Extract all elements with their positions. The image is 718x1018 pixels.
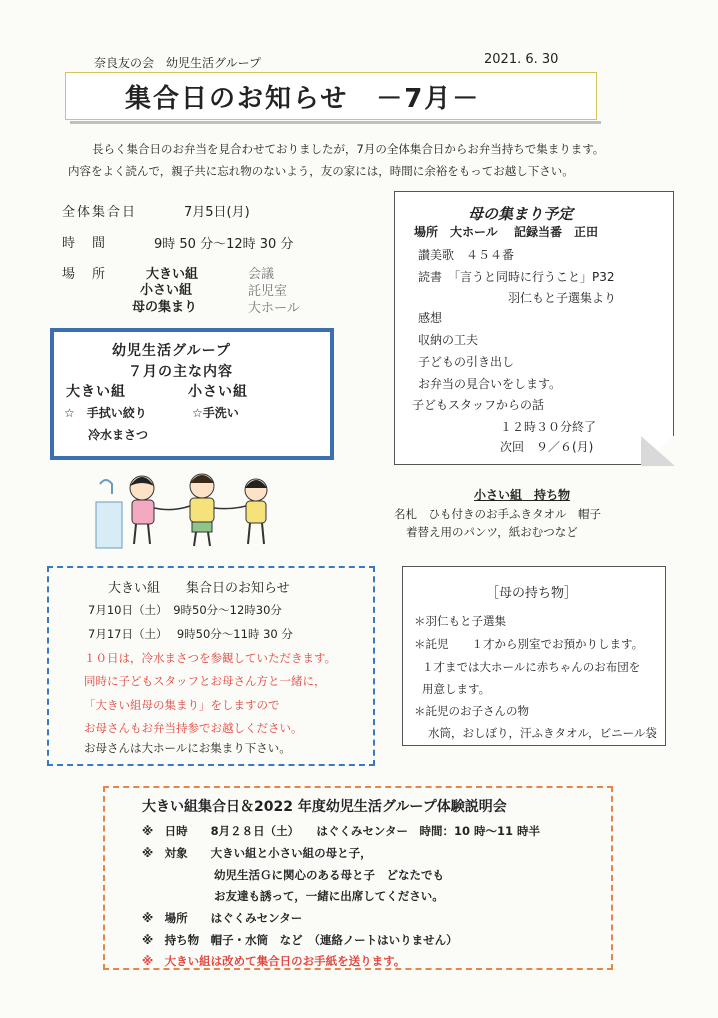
mm-line-5: 感想	[418, 311, 443, 325]
place-room-small: 託児室	[248, 284, 288, 299]
intro-line-1: 長らく集合日のお弁当を見合わせておりましたが，7月の全体集合日からお弁当持ちで集まります。	[92, 142, 605, 156]
mm-line-8: お弁当の見合いをします。	[418, 377, 562, 391]
big-notice-red-3: 「大きい組母の集まり」をしますので	[84, 698, 280, 712]
event-line-2: ※ 対象 大きい組と小さい組の母と子，	[142, 846, 372, 860]
mi-line-3: １才までは大ホールに赤ちゃんのお布団を	[422, 660, 641, 674]
mi-line-4: 用意します。	[422, 682, 491, 696]
mm-line-7: 子どもの引き出し	[418, 355, 515, 369]
intro-line-2: 内容をよく読んで，親子共に忘れ物のないよう，友の家には，時間に余裕をもってお越し下さい。	[68, 164, 574, 178]
child-group-subtitle: ７月の主な内容	[128, 364, 233, 380]
big-notice-heading: 大きい組 集合日のお知らせ	[108, 581, 290, 596]
mm-line-9: 子どもスタッフからの話	[412, 398, 545, 412]
issue-date: 2021. 6. 30	[484, 52, 559, 67]
mm-line-11: 次回 ９／６(月)	[500, 440, 594, 454]
mi-line-5: ＊託児のお子さんの物	[414, 704, 529, 718]
mi-line-1: ＊羽仁もと子選集	[414, 614, 506, 628]
time-value: 9時 50 分～12時 30 分	[154, 237, 294, 252]
big-notice-line-2: 7月17日（土） 9時50分～11時 30 分	[88, 627, 293, 641]
event-line-5: ※ 場所 はぐくみセンター	[142, 911, 303, 925]
child-col-small: 小さい組	[188, 384, 248, 400]
org-name: 奈良友の会 幼児生活グループ	[94, 56, 262, 70]
mm-line-1: 場所 大ホール 記録当番 正田	[414, 225, 598, 239]
event-heading: 大きい組集合日＆2022 年度幼児生活グループ体験説明会	[142, 799, 507, 815]
big-notice-line-3: お母さんは大ホールにお集まり下さい。	[84, 741, 291, 755]
place-room-mother: 大ホール	[248, 301, 300, 316]
place-label: 場 所	[62, 267, 108, 282]
mother-meeting-heading: 母の集まり予定	[468, 205, 574, 223]
big-item-1: ☆ 手拭い絞り	[64, 406, 147, 420]
big-notice-line-1: 7月10日（土） 9時50分～12時30分	[88, 603, 282, 617]
small-items-line-2: 着替え用のパンツ，紙おむつなど	[406, 525, 578, 539]
event-line-6: ※ 持ち物 帽子・水筒 など （連絡ノートはいりません）	[142, 933, 458, 947]
date-label: 全体集合日	[62, 205, 138, 220]
small-items-heading: 小さい組 持ち物	[474, 488, 571, 502]
mother-items-heading: ［母の持ち物］	[486, 586, 578, 601]
event-line-4: お友達も誘って，一緒に出席してください。	[214, 889, 444, 903]
time-label: 時 間	[62, 236, 108, 251]
event-line-1: ※ 日時 8月２８日（土） はぐくみセンター 時間：10 時～11 時半	[142, 824, 540, 838]
small-item-1: ☆手洗い	[192, 406, 239, 420]
big-group-notice-box	[47, 566, 375, 766]
big-notice-red-4: お母さんもお弁当持参でお越しください。	[84, 721, 303, 735]
place-group-big: 大きい組	[146, 267, 199, 282]
big-item-2: 冷水まさつ	[88, 428, 149, 442]
mm-line-6: 収納の工夫	[418, 333, 479, 347]
big-notice-red-1: １０日は，冷水まさつを参観していただきます。	[84, 651, 337, 665]
mm-line-3: 読書 「言うと同時に行うこと」P32	[418, 270, 615, 284]
event-line-7: ※ 大きい組は改めて集合日のお手紙を送ります。	[142, 954, 406, 968]
child-group-title: 幼児生活グループ	[112, 343, 231, 359]
event-line-3: 幼児生活Ｇに関心のある母と子 どなたでも	[214, 868, 444, 882]
page-title: 集合日のお知らせ －7月－	[125, 84, 481, 114]
mi-line-6: 水筒，おしぼり，汗ふきタオル，ビニール袋	[428, 726, 657, 740]
mi-line-2: ＊託児 １才から別室でお預かりします。	[414, 637, 644, 651]
children-illustration	[92, 468, 282, 550]
place-room-big: 会議	[248, 267, 275, 282]
mm-line-10: １２時３０分終了	[500, 420, 597, 434]
mm-line-4: 羽仁もと子選集より	[508, 291, 617, 305]
date-value: 7月5日(月)	[184, 205, 250, 220]
child-col-big: 大きい組	[66, 384, 126, 400]
big-notice-red-2: 同時に子どもスタッフとお母さん方と一緒に，	[84, 674, 326, 688]
mm-line-2: 讃美歌 ４５４番	[418, 248, 515, 262]
place-group-mother: 母の集まり	[132, 300, 198, 315]
place-group-small: 小さい組	[140, 283, 193, 298]
small-items-line-1: 名札 ひも付きのお手ふきタオル 帽子	[394, 507, 601, 521]
